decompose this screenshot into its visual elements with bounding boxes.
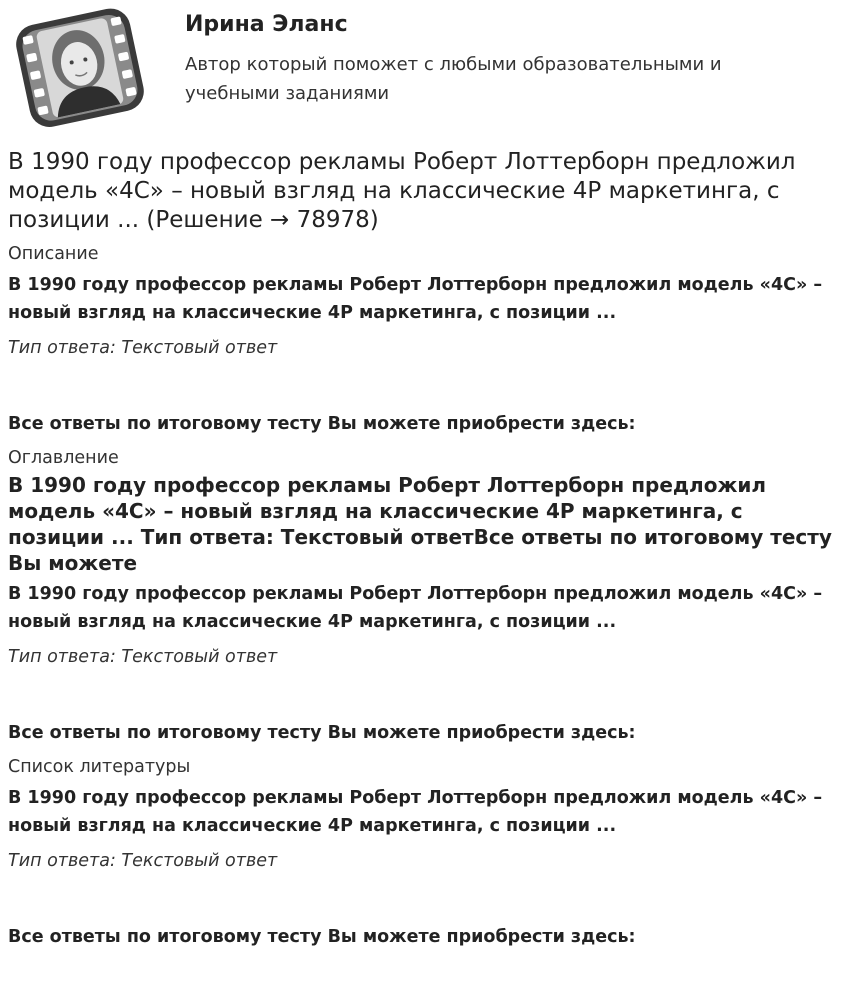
all-answers-note: Все ответы по итоговому тесту Вы можете приобрести здесь: bbox=[8, 927, 636, 947]
author-photo-filmstrip-frame[interactable] bbox=[8, 8, 150, 128]
author-name[interactable]: Ирина Эланс bbox=[185, 12, 348, 37]
page-title: В 1990 году профессор рекламы Роберт Лоттерборн предложил модель «4С» – новый взгляд на классические 4Р маркетинга, с позиции ... (Решение → 78978) bbox=[8, 149, 796, 233]
answer-type: Тип ответа: Текстовый ответ bbox=[8, 851, 278, 871]
section-label-toc: Оглавление bbox=[8, 448, 119, 468]
answer-type: Тип ответа: Текстовый ответ bbox=[8, 647, 278, 667]
section-label-references: Список литературы bbox=[8, 757, 191, 777]
toc-heading: В 1990 году профессор рекламы Роберт Лоттерборн предложил модель «4С» – новый взгляд на классические 4Р маркетинга, с позиции ... Тип ответа: Текстовый ответВсе ответы по итоговому тесту Вы можете bbox=[8, 473, 832, 575]
all-answers-note: Все ответы по итоговому тесту Вы можете приобрести здесь: bbox=[8, 414, 636, 434]
author-card bbox=[8, 8, 828, 128]
answer-type: Тип ответа: Текстовый ответ bbox=[8, 338, 278, 358]
section-label-description: Описание bbox=[8, 244, 99, 264]
references-text: В 1990 году профессор рекламы Роберт Лоттерборн предложил модель «4С» – новый взгляд на классические 4Р маркетинга, с позиции ... bbox=[8, 788, 823, 836]
author-description: Автор который поможет с любыми образовательными и учебными заданиями bbox=[185, 54, 722, 104]
description-text: В 1990 году профессор рекламы Роберт Лоттерборн предложил модель «4С» – новый взгляд на классические 4Р маркетинга, с позиции ... bbox=[8, 275, 823, 323]
all-answers-note: Все ответы по итоговому тесту Вы можете приобрести здесь: bbox=[8, 723, 636, 743]
toc-text: В 1990 году профессор рекламы Роберт Лоттерборн предложил модель «4С» – новый взгляд на классические 4Р маркетинга, с позиции ... bbox=[8, 584, 823, 632]
main-content bbox=[8, 148, 838, 948]
